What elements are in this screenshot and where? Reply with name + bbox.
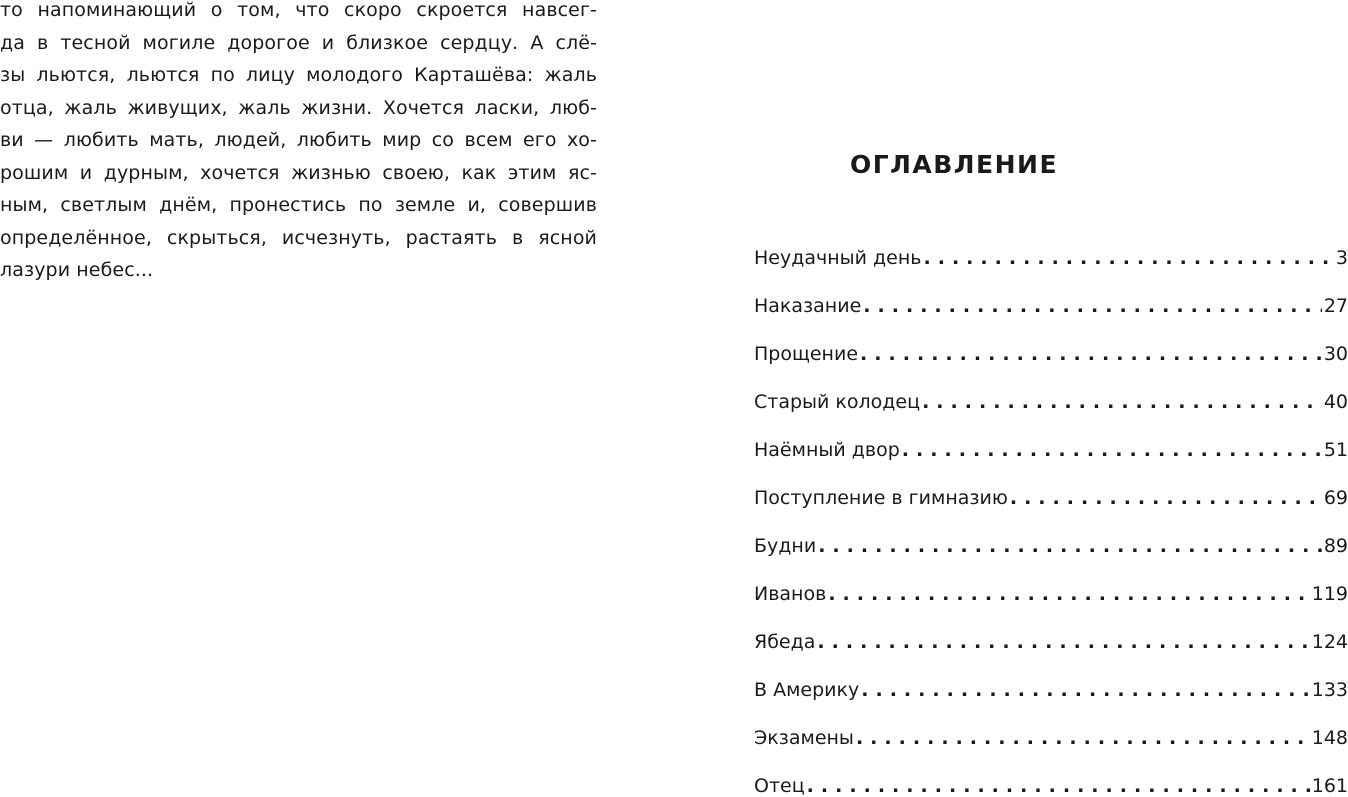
toc-entry-title: Наказание (754, 295, 862, 317)
toc-page-number: 3 (1335, 247, 1348, 269)
toc-entry-title: Экзамены (754, 727, 854, 749)
text-line: то напоминающий о том, что скоро скроется навсег- (0, 0, 597, 21)
toc-dot-leader (807, 772, 1310, 797)
toc-page-number: 119 (1311, 583, 1348, 605)
text-line: да в тесной могиле дорогое и близкое сердцу. А слё- (0, 31, 597, 54)
body-paragraph (0, 0, 597, 287)
toc-entry[interactable] (754, 724, 1348, 772)
toc-dot-leader (923, 244, 1333, 272)
toc-page-number: 30 (1323, 343, 1348, 365)
toc-header (754, 0, 1348, 200)
text-line: зы льются, льются по лицу молодого Карташёва: жаль (0, 64, 597, 86)
toc-dot-leader (828, 580, 1309, 608)
toc-entry[interactable] (754, 292, 1348, 340)
toc-list (754, 244, 1348, 797)
toc-entry-title: Старый колодец (754, 391, 921, 413)
toc-page-number: 148 (1311, 727, 1348, 749)
text-line: ви — любить мать, людей, любить мир со всем его хо- (0, 129, 597, 151)
toc-entry-title: Неудачный день (754, 247, 922, 269)
toc-entry[interactable] (754, 628, 1348, 676)
toc-page-number: 69 (1323, 487, 1348, 509)
toc-entry-title: Наёмный двор (754, 439, 900, 461)
toc-page-number: 40 (1323, 391, 1348, 413)
toc-entry[interactable] (754, 532, 1348, 580)
toc-page-number: 124 (1311, 631, 1348, 653)
toc-dot-leader (817, 628, 1309, 656)
left-page (0, 0, 597, 287)
toc-dot-leader (1010, 484, 1322, 512)
toc-dot-leader (902, 436, 1322, 464)
toc-entry-title: Прощение (754, 343, 859, 365)
toc-page-number: 161 (1311, 775, 1348, 797)
toc-page-number: 27 (1323, 295, 1348, 317)
toc-page-number: 51 (1323, 439, 1348, 461)
toc-entry-title: Иванов (754, 583, 827, 605)
toc-entry[interactable] (754, 244, 1348, 292)
toc-entry[interactable] (754, 676, 1348, 724)
toc-entry[interactable] (754, 580, 1348, 628)
toc-page-number: 89 (1323, 535, 1348, 557)
toc-entry[interactable] (754, 772, 1348, 797)
toc-entry-title: Отец (754, 775, 805, 797)
toc-entry-title: Будни (754, 535, 817, 557)
toc-dot-leader (863, 292, 1322, 320)
text-line: лазури небес... (0, 259, 154, 281)
toc-entry[interactable] (754, 484, 1348, 532)
text-line: отца, жаль живущих, жаль жизни. Хочется ласки, люб- (0, 96, 597, 119)
toc-dot-leader (861, 676, 1310, 704)
toc-title: ОГЛАВЛЕНИЕ (849, 150, 1059, 179)
toc-entry[interactable] (754, 340, 1348, 388)
toc-dot-leader (818, 532, 1322, 560)
toc-dot-leader (860, 340, 1322, 368)
text-line: ным, светлым днём, пронестись по земле и, совершив (0, 194, 597, 216)
toc-entry[interactable] (754, 388, 1348, 436)
text-line: рошим и дурным, хочется жизнью своею, как этим яс- (0, 161, 597, 184)
toc-dot-leader (922, 388, 1322, 416)
toc-entry-title: Поступление в гимназию (754, 487, 1008, 509)
toc-page-number: 133 (1311, 679, 1348, 701)
toc-entry-title: В Америку (754, 679, 860, 701)
toc-dot-leader (856, 724, 1310, 752)
toc-entry-title: Ябеда (754, 631, 816, 653)
toc-entry[interactable] (754, 436, 1348, 484)
text-line: определённое, скрыться, исчезнуть, растаять в ясной (0, 226, 597, 249)
